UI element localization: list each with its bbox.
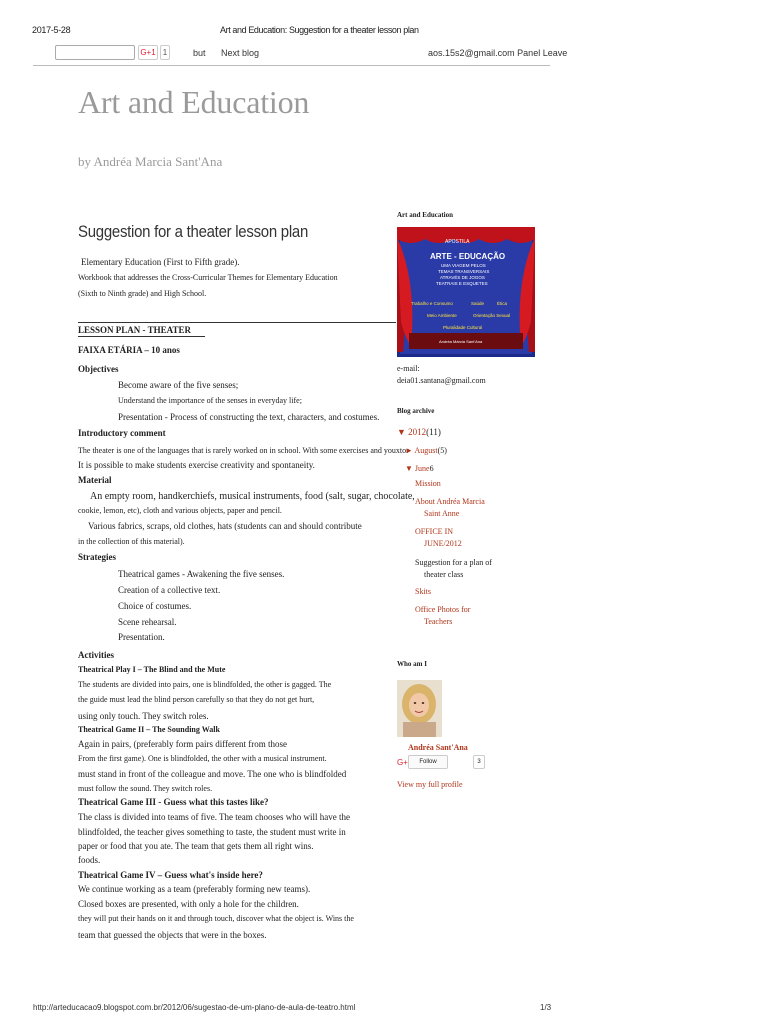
- game-title: Theatrical Game III - Guess what this tastes like?: [78, 797, 269, 807]
- banner-subtitle: TEMAS TRANSVERSAIS: [438, 269, 490, 274]
- intro-comment-line: The theater is one of the languages that is rarely worked on in school. With some exercises and youxtor: [78, 446, 409, 455]
- archive-post-link[interactable]: Teachers: [424, 617, 453, 626]
- follower-count: 3: [473, 755, 485, 769]
- intro-line: (Sixth to Ninth grade) and High School.: [78, 289, 207, 298]
- heading-underline: [78, 336, 205, 337]
- print-date: 2017-5-28: [32, 25, 71, 35]
- game-title: Theatrical Game II – The Sounding Walk: [78, 725, 220, 734]
- strategies-heading: Strategies: [78, 552, 116, 562]
- banner-theme: Trabalho e Consumo: [411, 301, 453, 306]
- navbar-divider: [33, 65, 550, 66]
- material-line: in the collection of this material).: [78, 537, 185, 546]
- print-page-title: Art and Education: Suggestion for a theater lesson plan: [220, 25, 419, 35]
- intro-comment-heading: Introductory comment: [78, 428, 166, 438]
- archive-year[interactable]: [397, 427, 441, 437]
- game-line: blindfolded, the teacher gives something to taste, the student must write in: [78, 827, 346, 837]
- archive-post-link[interactable]: Saint Anne: [424, 509, 460, 518]
- intro-line: Elementary Education (First to Fifth grade).: [81, 257, 240, 267]
- game-line: We continue working as a team (preferably forming new teams).: [78, 884, 311, 894]
- archive-post-link[interactable]: OFFICE IN: [415, 527, 454, 536]
- profile-name-link[interactable]: Andréa Sant'Ana: [408, 743, 468, 752]
- archive-month-link[interactable]: ► August: [405, 446, 438, 455]
- navbar-search-input[interactable]: [55, 45, 135, 60]
- age-range-heading: FAIXA ETÁRIA – 10 anos: [78, 345, 180, 355]
- archive-month-link[interactable]: ▼ June: [405, 464, 430, 473]
- banner-theme: Saúde: [471, 301, 485, 306]
- sidebar-art-heading: Art and Education: [397, 211, 454, 219]
- archive-year-toggle[interactable]: ▼ 2012: [397, 427, 427, 437]
- theater-curtain-image: [397, 227, 535, 357]
- archive-month-june[interactable]: [405, 464, 434, 473]
- game-line: team that guessed the objects that were in the boxes.: [78, 930, 267, 940]
- next-blog-link[interactable]: Next blog: [221, 48, 260, 58]
- archive-month-august[interactable]: [405, 446, 447, 455]
- material-heading: Material: [78, 475, 112, 485]
- game-line: foods.: [78, 855, 101, 865]
- profile-photo-image: [397, 680, 442, 737]
- objective-item: Become aware of the five senses;: [118, 380, 239, 390]
- section-divider: [78, 322, 396, 323]
- banner-author: Andréa Márcia Sant'Ana: [439, 339, 483, 344]
- archive-post-link[interactable]: Mission: [415, 479, 441, 488]
- archive-post-link[interactable]: About Andréa Marcia: [415, 497, 485, 506]
- blog-byline: by Andréa Marcia Sant'Ana: [78, 154, 223, 169]
- banner-subtitle: ATRAVÉS DE JOGOS: [440, 275, 485, 280]
- banner-top-label: APOSTILA: [445, 239, 470, 245]
- material-line: An empty room, handkerchiefs, musical instruments, food (salt, sugar, chocolate,: [90, 491, 415, 502]
- game-line: Closed boxes are presented, with only a hole for the children.: [78, 899, 299, 909]
- archive-post-link[interactable]: JUNE/2012: [424, 539, 462, 548]
- strategy-item: Creation of a collective text.: [118, 585, 221, 595]
- strategy-item: Theatrical games - Awakening the five senses.: [118, 569, 285, 579]
- game-line: they will put their hands on it and through touch, discover what the object is. Wins the: [78, 914, 354, 923]
- banner-theme: Ética: [497, 301, 508, 306]
- objectives-heading: Objectives: [78, 364, 119, 374]
- navbar-account-links[interactable]: aos.15s2@gmail.com Panel Leave: [428, 48, 568, 58]
- archive-post-current[interactable]: Suggestion for a plan of: [415, 558, 492, 567]
- game-line: The students are divided into pairs, one is blindfolded, the other is gagged. The: [78, 680, 332, 689]
- objective-item: Understand the importance of the senses in everyday life;: [118, 396, 302, 405]
- who-am-i-heading: Who am I: [397, 660, 427, 668]
- strategy-item: Presentation.: [118, 632, 165, 642]
- workbook-banner-image[interactable]: [397, 227, 535, 357]
- print-footer-url: http://arteducacao9.blogspot.com.br/2012/06/sugestao-de-um-plano-de-aula-de-teatro.html: [33, 1003, 356, 1012]
- banner-title: ARTE - EDUCAÇÃO: [430, 252, 506, 261]
- view-full-profile-link[interactable]: View my full profile: [397, 780, 463, 789]
- archive-month-count: (5): [437, 446, 447, 455]
- banner-theme: Orientação Sexual: [473, 313, 511, 318]
- game-line: From the first game). One is blindfolded, the other with a musical instrument.: [78, 754, 327, 763]
- game-line: paper or food that you ate. The team that gets them all right wins.: [78, 841, 314, 851]
- game-title: Theatrical Play I – The Blind and the Mute: [78, 665, 226, 674]
- intro-comment-line: It is possible to make students exercise creativity and spontaneity.: [78, 460, 315, 470]
- game-line: must follow the sound. They switch roles.: [78, 784, 213, 793]
- game-line: the guide must lead the blind person carefully so that they do not get hurt,: [78, 695, 315, 704]
- lesson-plan-heading: LESSON PLAN - THEATER: [78, 325, 191, 335]
- archive-post-link[interactable]: Office Photos for: [415, 605, 471, 614]
- game-line: The class is divided into teams of five. The team chooses who will have the: [78, 812, 351, 822]
- follow-button[interactable]: Follow: [408, 755, 448, 769]
- activities-heading: Activities: [78, 650, 114, 660]
- objective-item: Presentation - Process of constructing the text, characters, and costumes.: [118, 412, 380, 422]
- print-page-number: 1/3: [540, 1003, 552, 1012]
- material-line: Various fabrics, scraps, old clothes, hats (students can and should contribute: [88, 521, 362, 531]
- intro-line: Workbook that addresses the Cross-Curricular Themes for Elementary Education: [78, 273, 338, 282]
- post-title[interactable]: Suggestion for a theater lesson plan: [78, 222, 309, 241]
- game-line: must stand in front of the colleague and move. The one who is blindfolded: [78, 769, 347, 779]
- avatar[interactable]: [397, 680, 442, 737]
- game-line: Again in pairs, (preferably form pairs different from those: [78, 739, 288, 749]
- strategy-item: Choice of costumes.: [118, 601, 192, 611]
- gplus-count: 1: [160, 45, 170, 60]
- archive-post-link[interactable]: Skits: [415, 587, 432, 596]
- game-line: using only touch. They switch roles.: [78, 711, 209, 721]
- archive-heading: Blog archive: [397, 407, 435, 415]
- email-address: deia01.santana@gmail.com: [397, 376, 486, 385]
- game-title: Theatrical Game IV – Guess what's inside here?: [78, 870, 263, 880]
- navbar-but-link[interactable]: but: [193, 48, 206, 58]
- material-line: cookie, lemon, etc), cloth and various objects, paper and pencil.: [78, 506, 282, 515]
- email-label: e-mail:: [397, 364, 420, 373]
- strategy-item: Scene rehearsal.: [118, 617, 177, 627]
- banner-theme: Meio Ambiente: [427, 313, 457, 318]
- archive-post-current[interactable]: theater class: [424, 570, 464, 579]
- archive-month-count: 6: [429, 464, 434, 473]
- banner-theme: Pluralidade Cultural: [443, 325, 483, 330]
- blog-title[interactable]: Art and Education: [78, 84, 310, 120]
- banner-subtitle: UMA VIAGEM PELOS: [441, 263, 486, 268]
- archive-year-count: (11): [426, 427, 441, 437]
- banner-subtitle: TEATRAIS E ESQUETES: [436, 281, 488, 286]
- gplus-button[interactable]: G+1: [138, 45, 158, 60]
- gplus-icon: G+: [397, 758, 408, 767]
